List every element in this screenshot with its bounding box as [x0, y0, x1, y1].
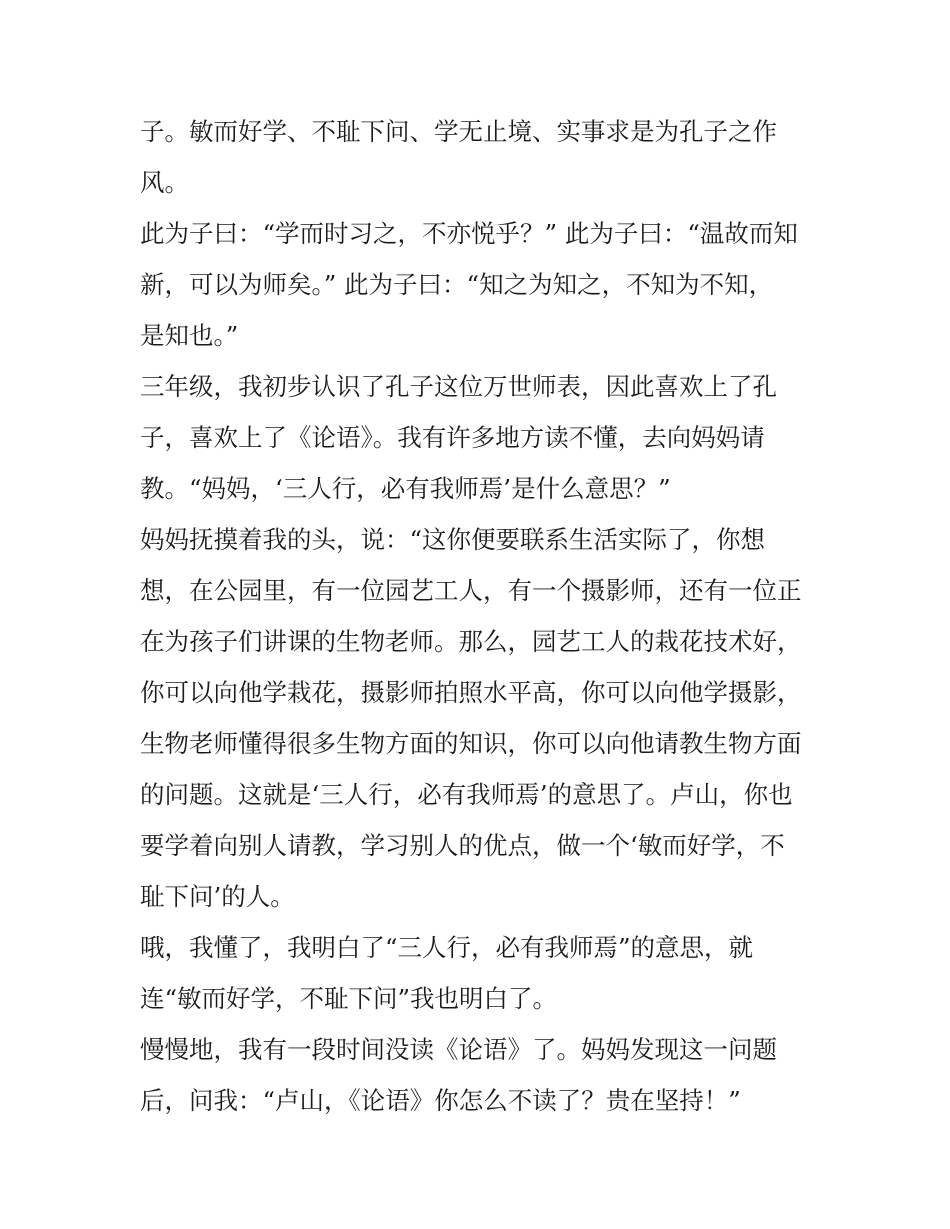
text-line: 子。敏而好学、不耻下问、学无止境、实事求是为孔子之作: [140, 117, 777, 146]
text-line: 风。: [140, 168, 189, 197]
text-line: 在为孩子们讲课的生物老师。那么，园艺工人的栽花技术好，: [140, 627, 802, 656]
text-line: 新，可以为师矣。” 此为子曰：“知之为知之，不知为不知，: [140, 270, 774, 299]
text-line: 你可以向他学栽花，摄影师拍照水平高，你可以向他学摄影，: [140, 678, 802, 707]
paragraph: [140, 106, 830, 208]
paragraph: [140, 361, 830, 514]
paragraph: [140, 1024, 830, 1126]
paragraph: [140, 208, 830, 361]
text-line: 想，在公园里，有一位园艺工人，有一个摄影师，还有一位正: [140, 576, 802, 605]
text-line: 哦，我懂了，我明白了“三人行，必有我师焉”的意思，就: [140, 933, 754, 962]
text-line: 耻下问’的人。: [140, 882, 295, 911]
paragraph: [140, 922, 830, 1024]
text-line: 妈妈抚摸着我的头，说：“这你便要联系生活实际了，你想: [140, 525, 766, 554]
text-line: 三年级，我初步认识了孔子这位万世师表，因此喜欢上了孔: [140, 372, 777, 401]
text-line: 后，问我：“卢山，《论语》你怎么不读了？贵在坚持！”: [140, 1086, 741, 1115]
text-line: 此为子曰：“学而时习之，不亦悦乎？” 此为子曰：“温故而知: [140, 219, 798, 248]
text-line: 生物老师懂得很多生物方面的知识，你可以向他请教生物方面: [140, 729, 802, 758]
document-body: [140, 106, 830, 1126]
text-line: 是知也。”: [140, 321, 239, 350]
text-line: 连“敏而好学，不耻下问”我也明白了。: [140, 984, 558, 1013]
text-line: 教。“妈妈，‘三人行，必有我师焉’是什么意思？”: [140, 474, 671, 503]
text-line: 要学着向别人请教，学习别人的优点，做一个‘敏而好学，不: [140, 831, 785, 860]
text-line: 的问题。这就是‘三人行，必有我师焉’的意思了。卢山，你也: [140, 780, 793, 809]
text-line: 慢慢地，我有一段时间没读《论语》了。妈妈发现这一问题: [140, 1035, 777, 1064]
paragraph: [140, 514, 830, 922]
text-line: 子，喜欢上了《论语》。我有许多地方读不懂，去向妈妈请: [140, 423, 765, 452]
